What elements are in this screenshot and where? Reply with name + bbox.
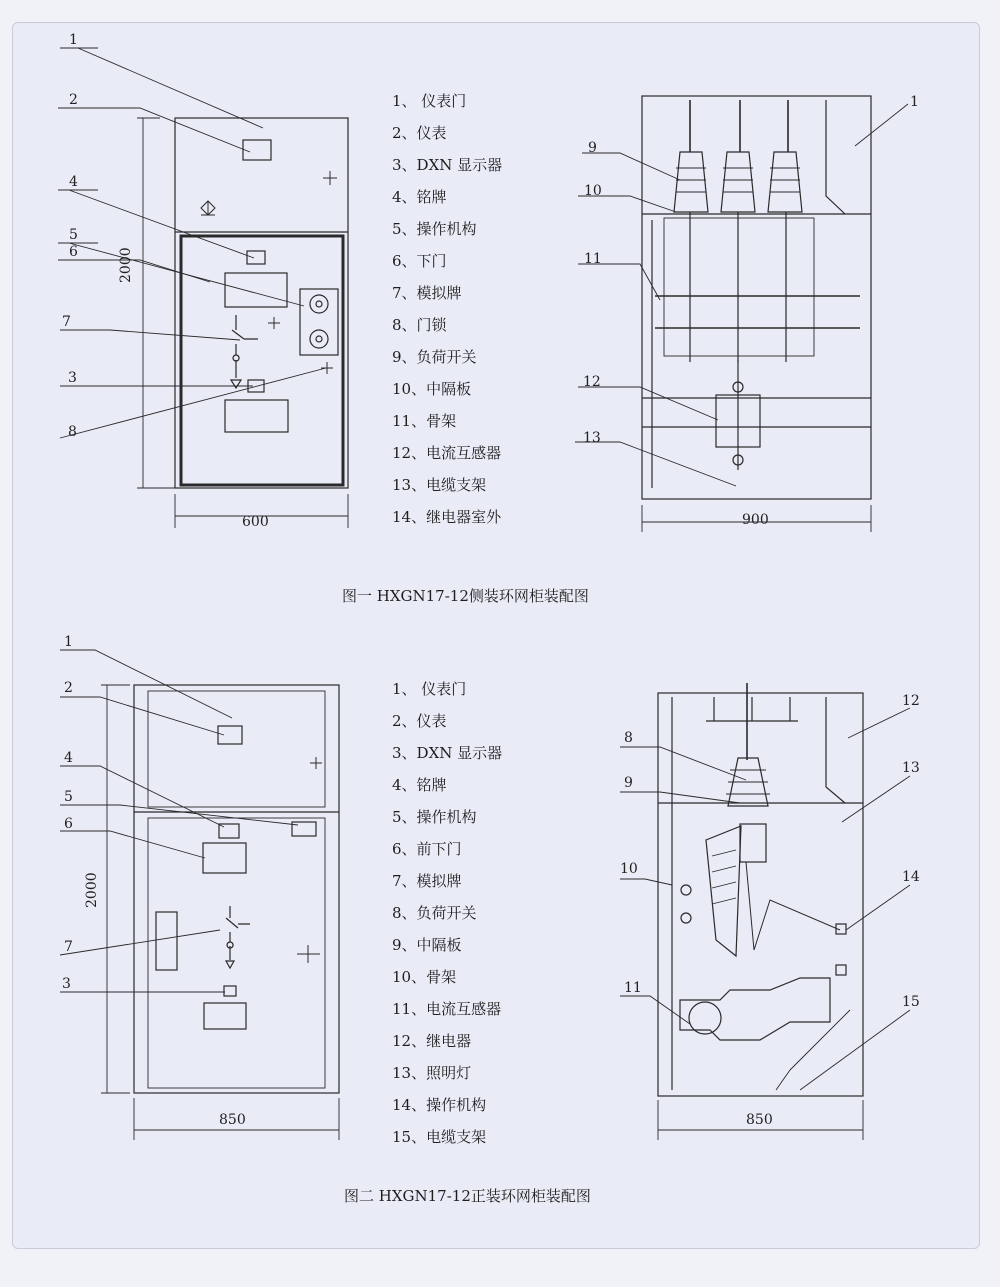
fig2-legend-item: 15、电缆支架 bbox=[392, 1128, 487, 1146]
fig2-legend-item: 3、DXN 显示器 bbox=[392, 744, 503, 762]
fig2-side-callout-13: 13 bbox=[902, 760, 920, 776]
fig1-side-dim-width: 900 bbox=[742, 512, 769, 528]
fig2-legend-item: 10、骨架 bbox=[392, 968, 457, 986]
fig2-legend-item: 13、照明灯 bbox=[392, 1064, 472, 1082]
fig2-front-callout-5: 5 bbox=[64, 789, 73, 805]
fig2-front-callout-1: 1 bbox=[64, 634, 73, 650]
fig1-legend-item: 8、门锁 bbox=[392, 316, 447, 334]
fig1-front-dim-width: 600 bbox=[242, 514, 269, 530]
fig1-caption: 图一 HXGN17-12侧装环网柜装配图 bbox=[342, 587, 589, 605]
fig1-legend-item: 4、铭牌 bbox=[392, 188, 447, 206]
fig2-side-callout-10: 10 bbox=[620, 861, 638, 877]
fig1-legend-item: 12、电流互感器 bbox=[392, 444, 502, 462]
fig2-legend-item: 5、操作机构 bbox=[392, 808, 477, 826]
fig2-side-dim-width: 850 bbox=[746, 1112, 773, 1128]
fig1-front-dim-height: 2000 bbox=[118, 247, 134, 283]
fig2-front-callout-7: 7 bbox=[64, 939, 73, 955]
fig2-front-callout-6: 6 bbox=[64, 816, 73, 832]
fig1-legend-item: 9、负荷开关 bbox=[392, 348, 477, 366]
fig2-legend-item: 12、继电器 bbox=[392, 1032, 472, 1050]
fig1-legend-item: 13、电缆支架 bbox=[392, 476, 487, 494]
fig1-front-callout-6: 6 bbox=[69, 244, 78, 260]
fig1-side-callout-12: 12 bbox=[583, 374, 601, 390]
fig2-legend-item: 14、操作机构 bbox=[392, 1096, 487, 1114]
fig2-legend-item: 7、模拟牌 bbox=[392, 872, 462, 890]
fig1-front-callout-4: 4 bbox=[69, 174, 78, 190]
fig1-front-callout-7: 7 bbox=[62, 314, 71, 330]
fig2-legend-item: 8、负荷开关 bbox=[392, 904, 477, 922]
fig2-legend-item: 9、中隔板 bbox=[392, 936, 462, 954]
fig2-side-callout-14: 14 bbox=[902, 869, 920, 885]
fig1-side-callout-11: 11 bbox=[584, 251, 602, 267]
fig1-parts-legend bbox=[392, 91, 502, 539]
fig1-side-callout-1: 1 bbox=[910, 94, 919, 110]
fig1-legend-item: 6、下门 bbox=[392, 252, 447, 270]
fig2-legend-item: 4、铭牌 bbox=[392, 776, 447, 794]
fig1-front-callout-2: 2 bbox=[69, 92, 78, 108]
fig1-legend-item: 3、DXN 显示器 bbox=[392, 156, 503, 174]
fig1-front-callout-8: 8 bbox=[68, 424, 77, 440]
fig2-legend-item: 11、电流互感器 bbox=[392, 1000, 502, 1018]
fig1-legend-item: 5、操作机构 bbox=[392, 220, 477, 238]
fig2-side-callout-11: 11 bbox=[624, 980, 642, 996]
fig1-legend-item: 11、骨架 bbox=[392, 412, 457, 430]
fig2-front-dim-height: 2000 bbox=[84, 872, 100, 908]
fig1-side-callout-10: 10 bbox=[584, 183, 602, 199]
fig1-legend-item: 10、中隔板 bbox=[392, 380, 472, 398]
fig2-front-callout-2: 2 bbox=[64, 680, 73, 696]
fig1-side-callout-13: 13 bbox=[583, 430, 601, 446]
fig1-side-callout-9: 9 bbox=[588, 140, 597, 156]
fig2-front-callout-3: 3 bbox=[62, 976, 71, 992]
fig2-legend-item: 1、 仪表门 bbox=[392, 680, 467, 698]
fig1-front-callout-1: 1 bbox=[69, 32, 78, 48]
fig1-front-callout-5: 5 bbox=[69, 227, 78, 243]
fig2-front-dim-width: 850 bbox=[219, 1112, 246, 1128]
fig1-legend-item: 1、 仪表门 bbox=[392, 92, 467, 110]
fig1-legend-item: 14、继电器室外 bbox=[392, 508, 502, 526]
fig2-side-callout-15: 15 bbox=[902, 994, 920, 1010]
fig2-front-callout-4: 4 bbox=[64, 750, 73, 766]
fig2-side-callout-8: 8 bbox=[624, 730, 633, 746]
fig2-parts-legend bbox=[392, 679, 502, 1159]
fig1-legend-item: 2、仪表 bbox=[392, 124, 447, 142]
fig2-side-callout-9: 9 bbox=[624, 775, 633, 791]
fig2-caption: 图二 HXGN17-12正装环网柜装配图 bbox=[344, 1187, 591, 1205]
fig2-legend-item: 2、仪表 bbox=[392, 712, 447, 730]
fig1-legend-item: 7、模拟牌 bbox=[392, 284, 462, 302]
fig2-side-callout-12: 12 bbox=[902, 693, 920, 709]
fig2-legend-item: 6、前下门 bbox=[392, 840, 462, 858]
fig1-front-callout-3: 3 bbox=[68, 370, 77, 386]
